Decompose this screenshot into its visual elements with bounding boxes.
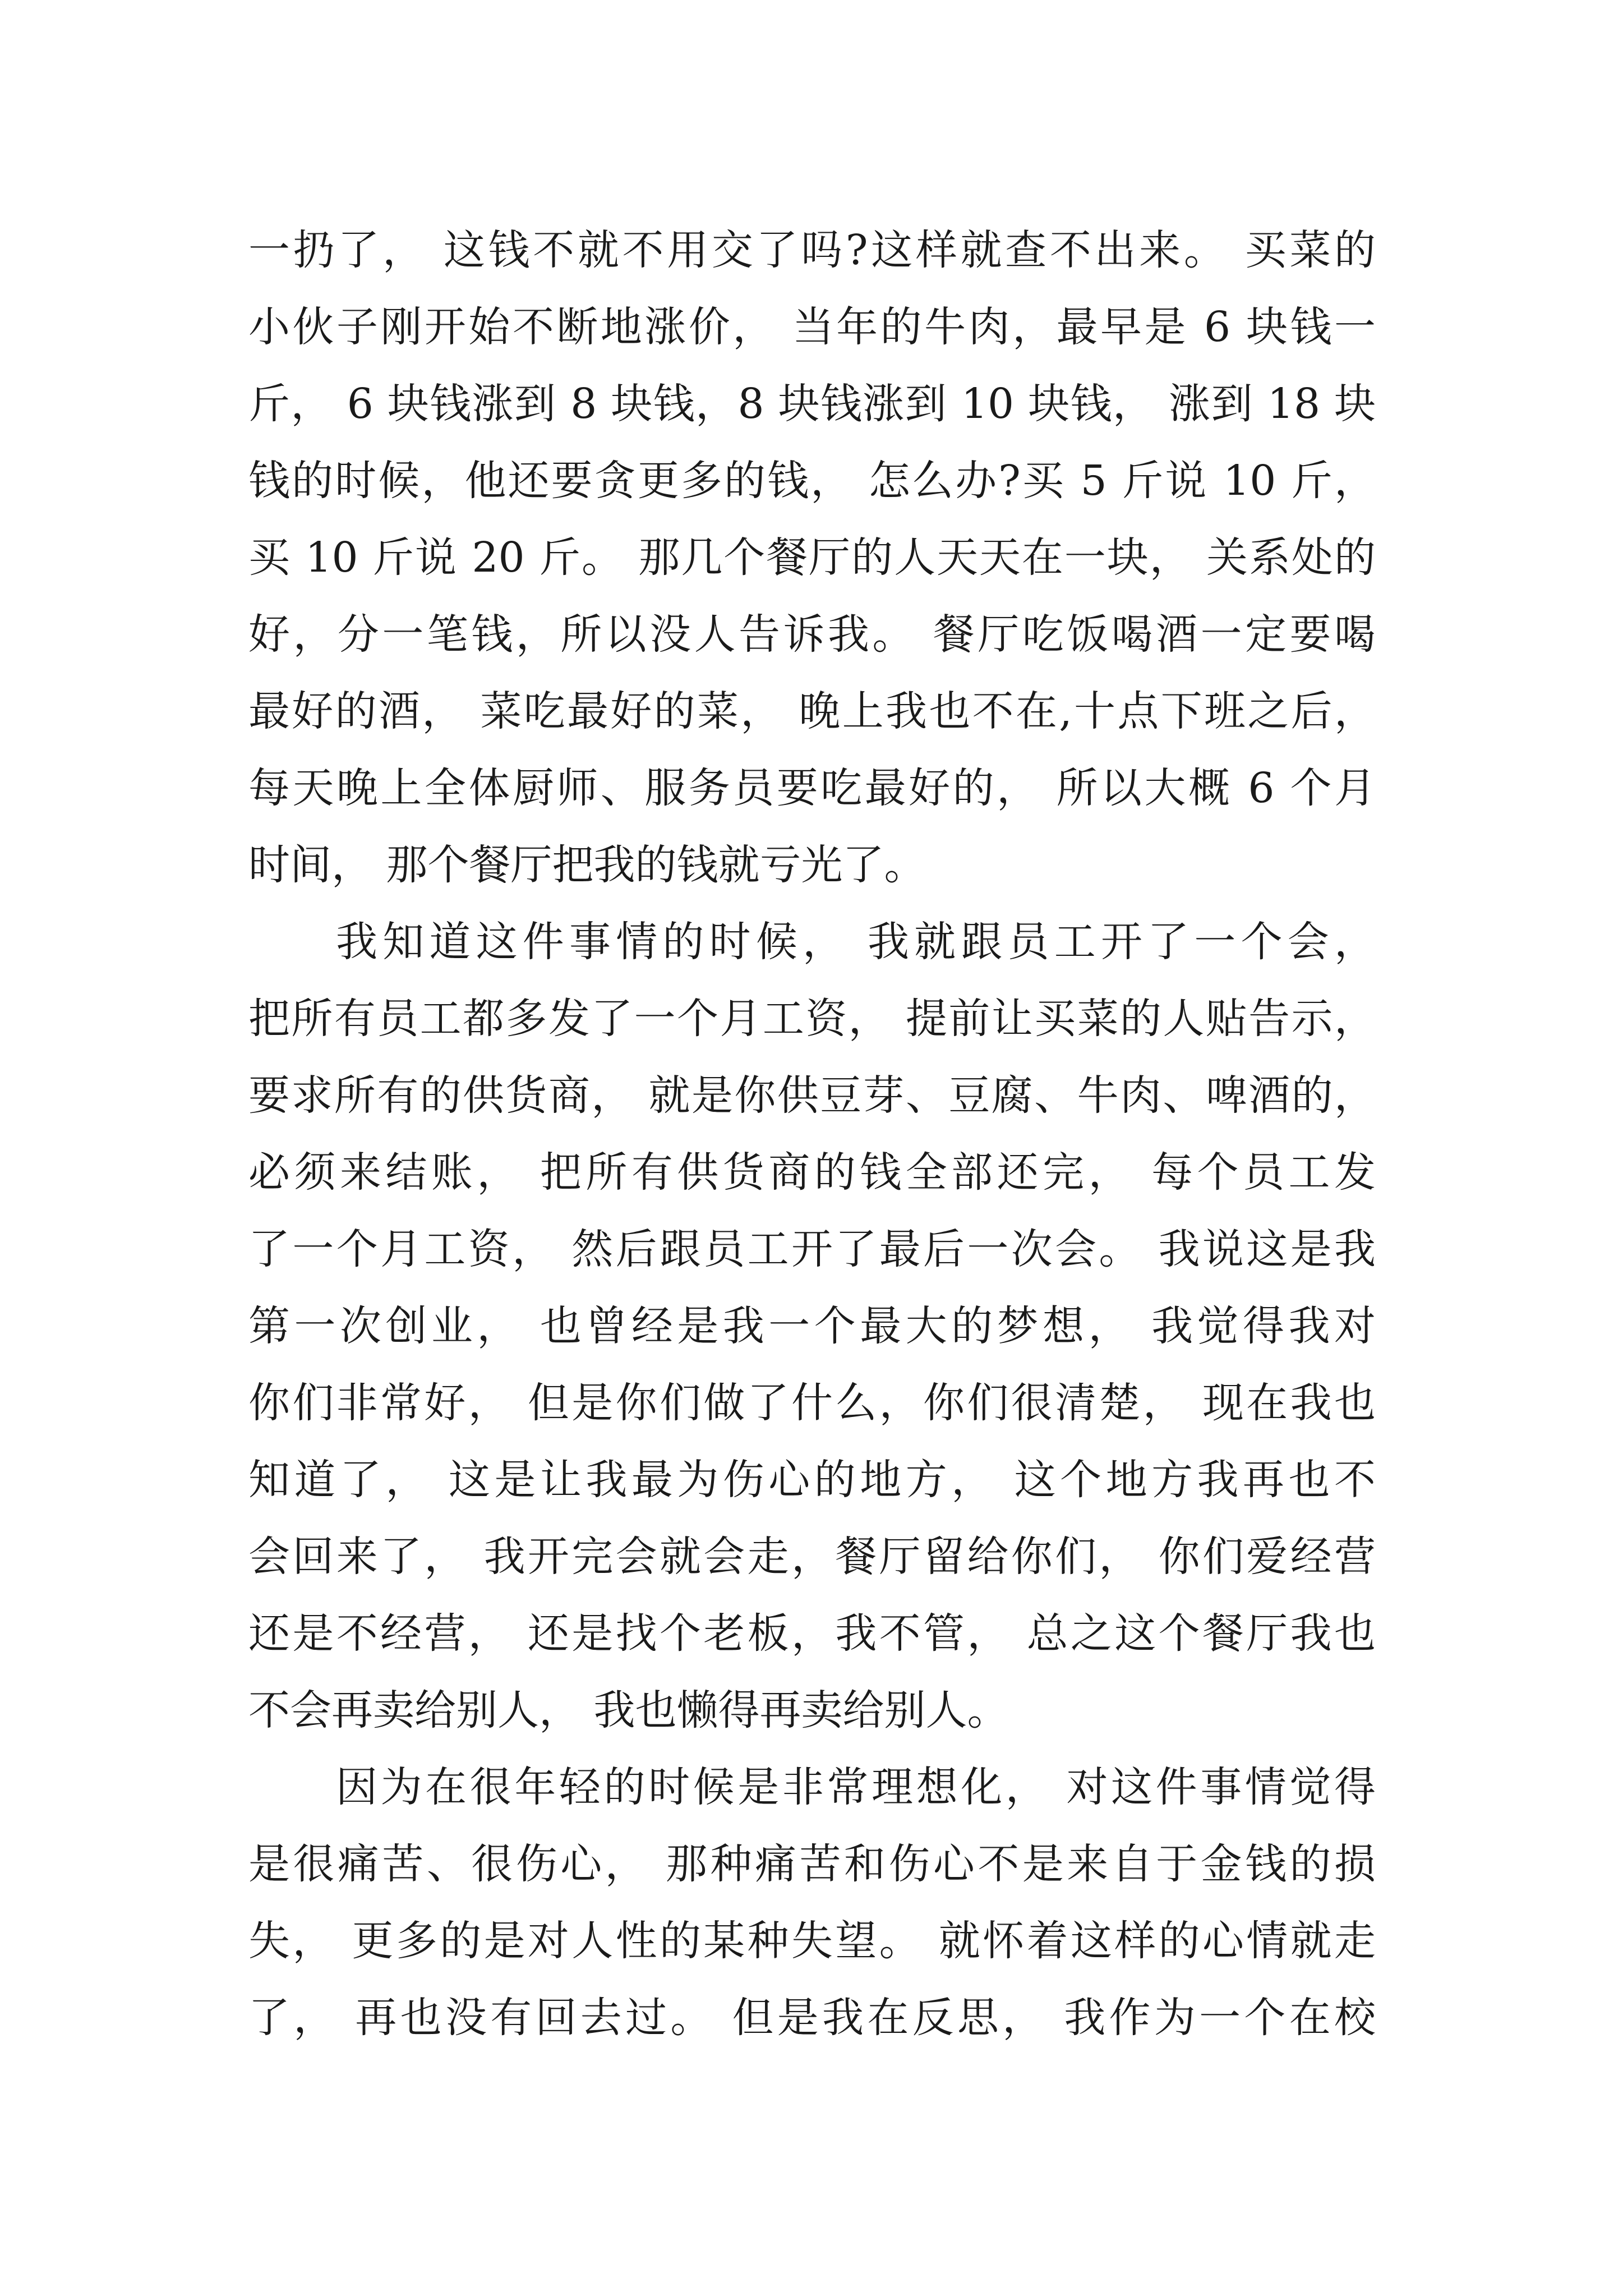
text-line: 一扔了， 这钱不就不用交了吗?这样就查不出来。 买菜的 [248, 226, 1376, 274]
text-line: 要求所有的供货商， 就是你供豆芽、豆腐、牛肉、啤酒的， [248, 1071, 1376, 1120]
text-line: 把所有员工都多发了一个月工资， 提前让买菜的人贴告示， [248, 995, 1376, 1043]
text-line: 时间， 那个餐厅把我的钱就亏光了。 [248, 841, 926, 889]
text-line: 还是不经营， 还是找个老板，我不管， 总之这个餐厅我也 [248, 1609, 1376, 1658]
paragraph-first-line: 因为在很年轻的时候是非常理想化， 对这件事情觉得 [336, 1763, 1376, 1811]
text-line: 小伙子刚开始不断地涨价， 当年的牛肉，最早是 6 块钱一 [248, 303, 1376, 351]
body-text [248, 212, 1376, 2056]
text-line: 是很痛苦、很伤心， 那种痛苦和伤心不是来自于金钱的损 [248, 1840, 1376, 1888]
text-line: 每天晚上全体厨师、服务员要吃最好的， 所以大概 6 个月 [248, 764, 1376, 812]
text-line: 知道了， 这是让我最为伤心的地方， 这个地方我再也不 [248, 1456, 1376, 1504]
text-line: 钱的时候，他还要贪更多的钱， 怎么办?买 5 斤说 10 斤， [248, 457, 1376, 505]
text-line: 不会再卖给别人， 我也懒得再卖给别人。 [248, 1686, 1009, 1734]
text-line: 最好的酒， 菜吃最好的菜， 晚上我也不在,十点下班之后， [248, 687, 1376, 735]
text-line: 会回来了， 我开完会就会走，餐厅留给你们， 你们爱经营 [248, 1533, 1376, 1581]
text-line: 买 10 斤说 20 斤。 那几个餐厅的人天天在一块， 关系处的 [248, 533, 1376, 582]
paragraph-first-line: 我知道这件事情的时候， 我就跟员工开了一个会， [336, 918, 1376, 966]
text-line: 你们非常好， 但是你们做了什么，你们很清楚， 现在我也 [248, 1379, 1376, 1427]
text-line: 必须来结账， 把所有供货商的钱全部还完， 每个员工发 [248, 1148, 1376, 1197]
text-line: 失， 更多的是对人性的某种失望。 就怀着这样的心情就走 [248, 1917, 1376, 1965]
text-line: 好，分一笔钱，所以没人告诉我。 餐厅吃饭喝酒一定要喝 [248, 610, 1376, 659]
text-line: 了一个月工资， 然后跟员工开了最后一次会。 我说这是我 [248, 1225, 1376, 1273]
text-line: 斤， 6 块钱涨到 8 块钱，8 块钱涨到 10 块钱， 涨到 18 块 [248, 380, 1376, 428]
text-line: 第一次创业， 也曾经是我一个最大的梦想， 我觉得我对 [248, 1302, 1376, 1350]
text-line: 了， 再也没有回去过。 但是我在反思， 我作为一个在校 [248, 1994, 1376, 2042]
